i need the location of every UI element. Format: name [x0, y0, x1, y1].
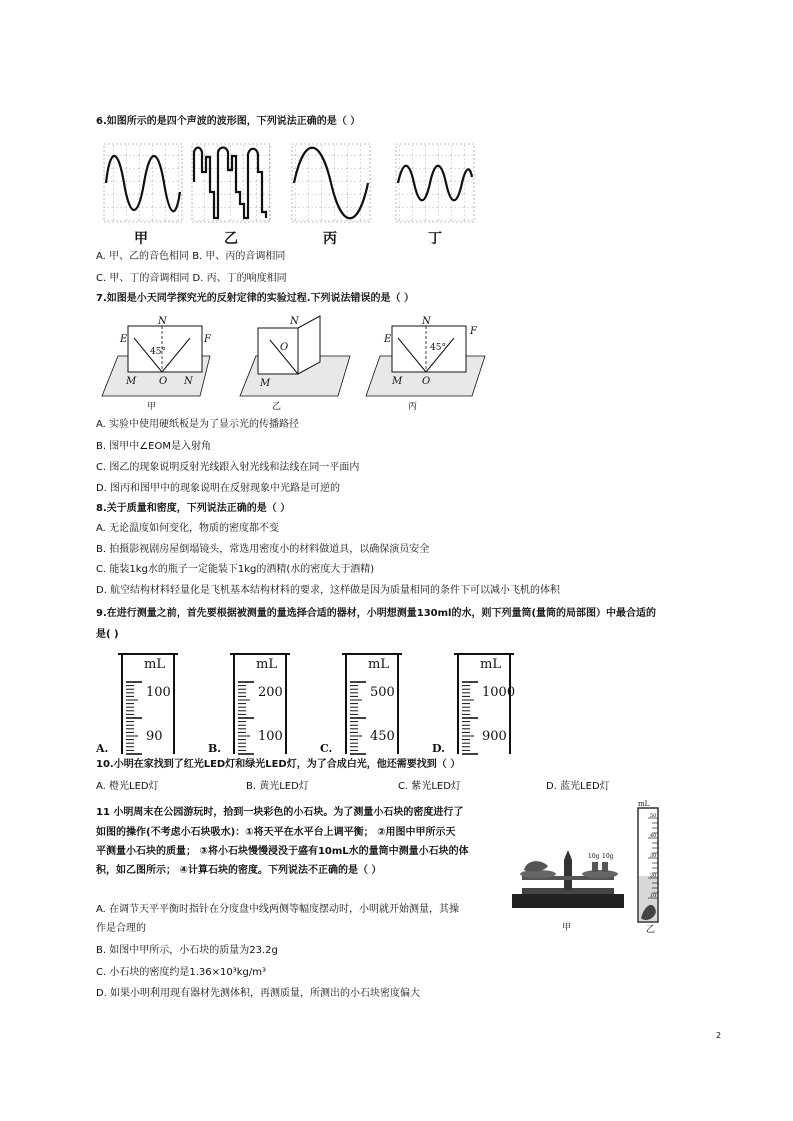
q10-option-d: D. 蓝光LED灯: [546, 781, 610, 792]
label-e2: E: [384, 334, 392, 345]
q7-label-yi: 乙: [272, 402, 282, 412]
label-o2: O: [280, 342, 289, 353]
label-m2: M: [260, 378, 271, 389]
cylinder-yi: [638, 800, 658, 934]
q7-option-b: B. 图甲中∠EOM是入射角: [96, 441, 211, 452]
q8-option-c: C. 能装1kg水的瓶子一定能装下1kg的酒精(水的密度大于酒精): [96, 564, 375, 575]
label-m: M: [126, 376, 137, 387]
q9-stem-line2: 是( ): [96, 629, 119, 640]
cylinder-top-value: 1000: [482, 685, 516, 700]
cylinder-top-value: 100: [146, 685, 171, 700]
wave-bing: [292, 144, 370, 222]
cylinder-option-c: [320, 654, 402, 755]
q9-stem-line1: 9.在进行测量之前，首先要根据被测量的量选择合适的器材，小明想测量130ml的水，则下列量筒(量筒的局部图）中最合适的: [96, 608, 657, 619]
cylinder-option-b: [208, 654, 290, 755]
cylinder-unit-label: mL: [480, 657, 501, 672]
q6-label-ding: 丁: [428, 231, 442, 247]
tick-10: 10: [650, 893, 657, 899]
cylinder-letter: D.: [432, 742, 445, 755]
q11-stem-line3: 平测量小石块的质量； ③将小石块慢慢浸没于盛有10mL水的量筒中测量小石块的体: [96, 846, 469, 857]
cylinder-letter: A.: [96, 742, 109, 755]
q11-option-c: C. 小石块的密度约是1.36×10³kg/m³: [96, 967, 266, 978]
q6-label-yi: 乙: [224, 231, 238, 247]
q7-stem: 7.如图是小天同学探究光的反射定律的实验过程.下列说法错误的是（ ）: [96, 293, 415, 304]
q11-option-b: B. 如图中甲所示，小石块的质量为23.2g: [96, 945, 278, 956]
q11-stem-line2: 如图的操作(不考虑小石块吸水)：①将天平在水平台上调平衡； ②用图中甲所示天: [96, 827, 456, 838]
q7-option-d: D. 图丙和图甲中的现象说明在反射现象中光路是可逆的: [96, 483, 341, 494]
stone-icon: [524, 861, 548, 872]
q8-option-a: A. 无论温度如何变化，物质的密度都不变: [96, 523, 280, 534]
q10-stem: 10.小明在家找到了红光LED灯和绿光LED灯，为了合成白光，他还需要找到（ ）: [96, 759, 461, 770]
tick-30: 30: [650, 853, 657, 859]
label-f: F: [204, 334, 211, 345]
q7-label-jia: 甲: [147, 402, 157, 412]
label-o: O: [159, 376, 168, 387]
cylinder-bottom-value: 100: [258, 729, 283, 744]
q7-reflection-figure: [100, 314, 492, 416]
weight-icon: [602, 862, 608, 872]
q11-option-d: D. 如果小明利用现有器材先测体积，再测质量，所测出的小石块密度偏大: [96, 988, 421, 999]
cylinder-bottom-value: 90: [146, 729, 163, 744]
cylinder-letter: B.: [208, 742, 222, 755]
cylinder-option-a: [96, 654, 178, 755]
q11-option-a-line2: 作是合理的: [96, 923, 146, 934]
weight-icon: [592, 862, 598, 872]
wave-ding: [396, 144, 474, 222]
balance-label: 甲: [562, 923, 572, 933]
label-angle: 45°: [150, 347, 166, 357]
cylinder-bottom-value: 900: [482, 729, 507, 744]
cylinder-unit-label: mL: [144, 657, 165, 672]
q6-options-ab: A. 甲、乙的音色相同 B. 甲、丙的音调相同: [96, 251, 286, 262]
q6-label-bing: 丙: [323, 231, 337, 247]
label-n2: N: [184, 376, 193, 387]
cylinder-top-value: 200: [258, 685, 283, 700]
wave-yi: [192, 144, 270, 222]
label-e: E: [120, 334, 128, 345]
label-n4: N: [422, 316, 431, 327]
tick-50: 50: [650, 813, 657, 819]
balance-jia: [512, 850, 624, 933]
cylinder-label: 乙: [646, 925, 656, 934]
q7-option-c: C. 图乙的现象说明反射光线跟入射光线和法线在同一平面内: [96, 462, 360, 473]
label-m3: M: [392, 376, 403, 387]
q6-label-jia: 甲: [134, 231, 148, 247]
q10-option-b: B. 黄光LED灯: [246, 781, 309, 792]
page-number: 2: [716, 1031, 722, 1040]
q11-stem-line4: 积，如乙图所示； ④计算石块的密度。下列说法不正确的是（ ）: [96, 865, 382, 876]
q8-stem: 8.关于质量和密度，下列说法正确的是（ ）: [96, 503, 291, 514]
cylinder-letter: C.: [320, 742, 333, 755]
label-angle2: 45°: [430, 343, 446, 353]
q6-options-cd: C. 甲、丁的音调相同 D. 丙、丁的响度相同: [96, 273, 287, 284]
q10-option-a: A. 橙光LED灯: [96, 781, 159, 792]
q9-cylinder-figure: [96, 650, 536, 758]
q11-option-a-line1: A. 在调节天平平衡时指针在分度盘中线两侧等幅度摆动时，小明就开始测量，其操: [96, 904, 460, 915]
q6-stem: 6.如图所示的是四个声波的波形图，下列说法正确的是（ ）: [96, 116, 361, 127]
cylinder-unit: mL: [638, 800, 650, 808]
cylinder-bottom-value: 450: [370, 729, 395, 744]
q11-balance-cylinder-figure: [508, 800, 678, 934]
q10-option-c: C. 紫光LED灯: [398, 781, 461, 792]
wave-jia: [104, 144, 182, 222]
q8-option-b: B. 拍摄影视剧房屋倒塌镜头，常选用密度小的材料做道具，以确保演员安全: [96, 544, 430, 555]
q7-option-a: A. 实验中使用硬纸板是为了显示光的传播路径: [96, 419, 300, 430]
reflection-bing: [366, 316, 485, 396]
tick-20: 20: [650, 873, 657, 879]
weight-label-1: 10g: [588, 853, 600, 860]
label-n3: N: [290, 316, 299, 327]
q7-label-bing: 丙: [408, 402, 418, 412]
label-f2: F: [470, 326, 477, 337]
reflection-yi: [240, 316, 350, 396]
cylinder-top-value: 500: [370, 685, 395, 700]
tick-40: 40: [650, 833, 657, 839]
cylinder-unit-label: mL: [256, 657, 277, 672]
q8-option-d: D. 航空结构材料轻量化是飞机基本结构材料的要求，这样做是因为质量相同的条件下可以减小飞机的体积: [96, 585, 561, 596]
weight-label-2: 10g: [602, 853, 614, 860]
label-n: N: [158, 316, 167, 327]
reflection-jia: [102, 316, 212, 396]
cylinder-option-d: [432, 654, 515, 755]
cylinder-unit-label: mL: [368, 657, 389, 672]
q11-stem-line1: 11 小明周末在公园游玩时，拾到一块彩色的小石块。为了测量小石块的密度进行了: [96, 807, 464, 818]
q6-waveform-figure: [100, 142, 480, 250]
label-o3: O: [422, 376, 431, 387]
